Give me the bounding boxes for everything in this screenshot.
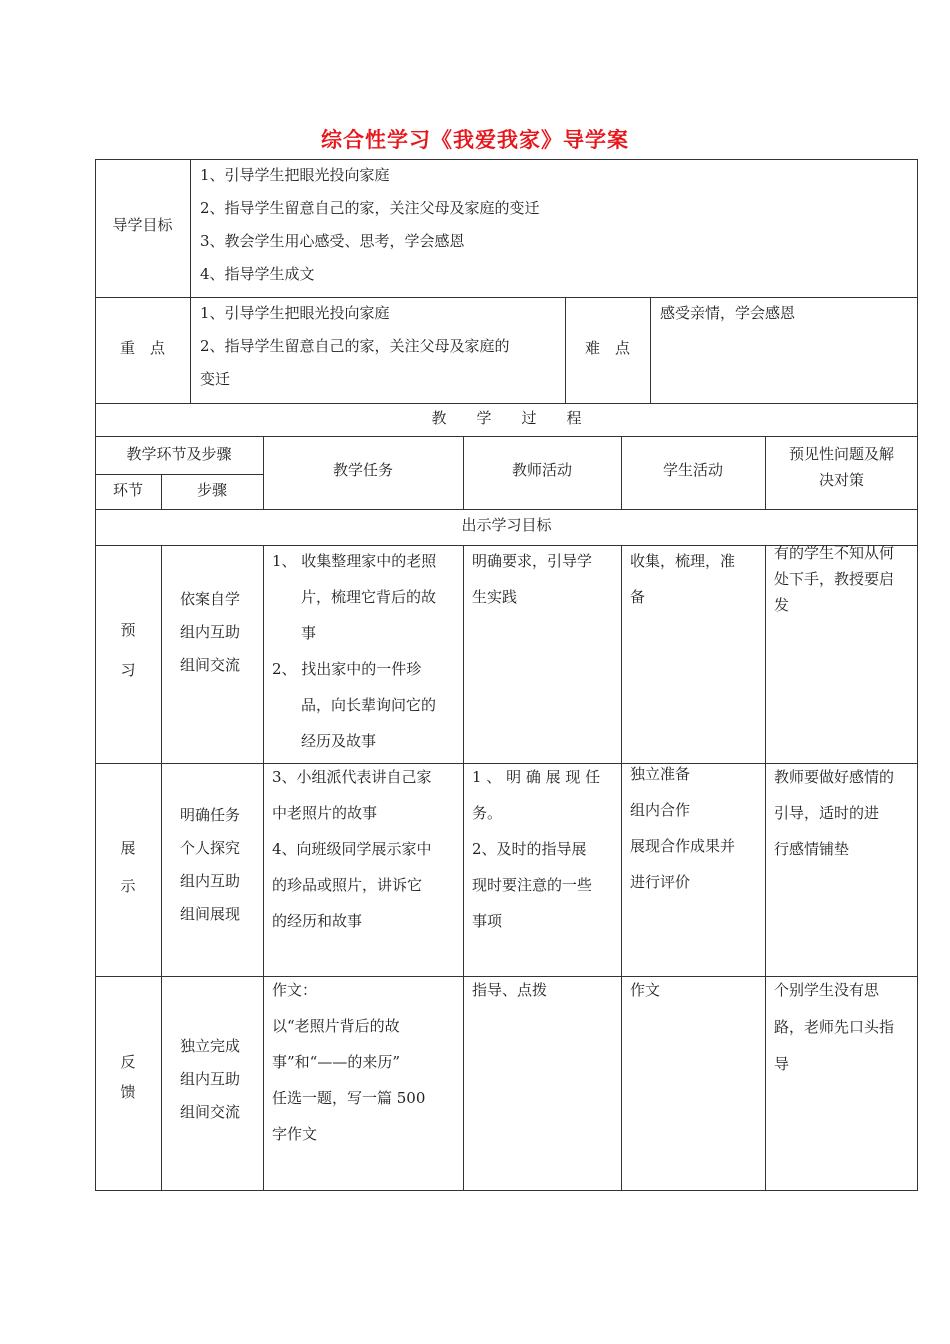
student-display bbox=[630, 756, 762, 900]
goal-item: 3、教会学生用心感受、思考，学会感恩 bbox=[200, 232, 465, 250]
steps-preview bbox=[180, 583, 260, 682]
task-line: 片，梳理它背后的故 bbox=[301, 588, 437, 606]
task-line: 品，向长辈询问它的 bbox=[301, 696, 437, 714]
step-item: 组内互助 bbox=[180, 872, 241, 890]
task-line: 事 bbox=[301, 624, 317, 642]
problem-line: 引导，适时的进 bbox=[774, 804, 880, 822]
key-item: 2、指导学生留意自己的家，关注父母及家庭的 bbox=[200, 337, 510, 355]
problems-feedback bbox=[774, 972, 914, 1083]
task-line: 事”和“——的来历” bbox=[272, 1053, 401, 1071]
problem-line: 教师要做好感情的 bbox=[774, 768, 895, 786]
goals-label: 导学目标 bbox=[112, 216, 173, 234]
goal-item: 2、指导学生留意自己的家，关注父母及家庭的变迁 bbox=[200, 199, 540, 217]
table-rule bbox=[95, 436, 918, 437]
task-line: 任选一题，写一篇 500 bbox=[272, 1089, 426, 1107]
header-problems bbox=[765, 441, 918, 493]
teacher-preview bbox=[472, 543, 617, 615]
step-item: 组间交流 bbox=[180, 656, 241, 674]
task-line: 中老照片的故事 bbox=[272, 804, 378, 822]
student-feedback bbox=[630, 972, 760, 1008]
teacher-line: 2、及时的指导展 bbox=[472, 840, 587, 858]
goals-list bbox=[200, 159, 900, 291]
teacher-line: 事项 bbox=[472, 912, 503, 930]
teacher-line: 务。 bbox=[472, 804, 503, 822]
teacher-feedback bbox=[472, 972, 617, 1008]
teacher-line: 现时要注意的一些 bbox=[472, 876, 593, 894]
task-display bbox=[272, 759, 456, 939]
task-line: 经历及故事 bbox=[301, 732, 377, 750]
teacher-display bbox=[472, 759, 617, 939]
step-item: 依案自学 bbox=[180, 590, 241, 608]
step-item: 个人探究 bbox=[180, 839, 241, 857]
problem-line: 行感情铺垫 bbox=[774, 840, 850, 858]
teacher-line: 1 、 明 确 展 现 任 bbox=[472, 768, 601, 786]
problem-line: 导 bbox=[774, 1055, 790, 1073]
stage-char: 馈 bbox=[120, 1083, 136, 1101]
task-line: 1、 收集整理家中的老照 bbox=[272, 552, 437, 570]
task-line: 字作文 bbox=[272, 1125, 318, 1143]
task-preview bbox=[272, 543, 456, 759]
task-feedback bbox=[272, 972, 456, 1152]
header-stage: 环节 bbox=[112, 481, 143, 499]
header-task: 教学任务 bbox=[332, 461, 393, 479]
step-item: 组间展现 bbox=[180, 905, 241, 923]
student-line: 进行评价 bbox=[630, 873, 691, 891]
stage-preview bbox=[95, 610, 161, 690]
table-rule bbox=[161, 545, 162, 1191]
task-line: 的珍品或照片，讲诉它 bbox=[272, 876, 423, 894]
task-line: 以“老照片背后的故 bbox=[272, 1017, 400, 1035]
problem-line: 个别学生没有思 bbox=[774, 981, 880, 999]
table-rule bbox=[765, 545, 766, 1191]
table-rule bbox=[463, 545, 464, 1191]
problems-preview bbox=[774, 540, 914, 618]
student-preview bbox=[630, 543, 760, 615]
task-line: 4、向班级同学展示家中 bbox=[272, 840, 432, 858]
table-rule bbox=[190, 159, 191, 403]
header-step: 步骤 bbox=[196, 481, 227, 499]
student-line: 备 bbox=[630, 588, 646, 606]
student-line: 作文 bbox=[630, 981, 661, 999]
header-problems-line: 决对策 bbox=[818, 471, 864, 489]
header-steps-group: 教学环节及步骤 bbox=[126, 445, 232, 463]
key-item: 变迁 bbox=[200, 370, 231, 388]
step-item: 组内互助 bbox=[180, 1070, 241, 1088]
teacher-line: 生实践 bbox=[472, 588, 518, 606]
step-item: 明确任务 bbox=[180, 806, 241, 824]
table-rule bbox=[621, 545, 622, 1191]
page-title: 综合性学习《我爱我家》导学案 bbox=[321, 127, 629, 152]
steps-display bbox=[180, 799, 260, 931]
step-item: 独立完成 bbox=[180, 1037, 241, 1055]
process-title: 教 学 过 程 bbox=[431, 409, 582, 427]
task-line: 3、小组派代表讲自己家 bbox=[272, 768, 432, 786]
key-item: 1、引导学生把眼光投向家庭 bbox=[200, 304, 390, 322]
stage-char: 预 bbox=[120, 621, 136, 639]
key-label: 重 点 bbox=[119, 339, 165, 357]
stage-char: 习 bbox=[120, 661, 136, 679]
problem-line: 有的学生不知从何 bbox=[774, 544, 895, 562]
header-problems-line: 预见性问题及解 bbox=[788, 445, 894, 463]
stage-char: 示 bbox=[120, 877, 136, 895]
problem-line: 处下手，教授要启 bbox=[774, 570, 895, 588]
student-line: 独立准备 bbox=[630, 765, 691, 783]
key-list bbox=[200, 297, 560, 396]
goal-item: 1、引导学生把眼光投向家庭 bbox=[200, 166, 390, 184]
objective-row: 出示学习目标 bbox=[461, 516, 552, 534]
student-line: 组内合作 bbox=[630, 801, 691, 819]
table-rule bbox=[650, 297, 651, 403]
task-line: 的经历和故事 bbox=[272, 912, 363, 930]
teacher-line: 指导、点拨 bbox=[472, 981, 548, 999]
goal-item: 4、指导学生成文 bbox=[200, 265, 315, 283]
header-student: 学生活动 bbox=[662, 461, 723, 479]
problem-line: 路，老师先口头指 bbox=[774, 1018, 895, 1036]
stage-char: 展 bbox=[120, 839, 136, 857]
step-item: 组内互助 bbox=[180, 623, 241, 641]
task-line: 作文： bbox=[272, 981, 318, 999]
step-item: 组间交流 bbox=[180, 1103, 241, 1121]
task-line: 2、 找出家中的一件珍 bbox=[272, 660, 422, 678]
header-teacher: 教师活动 bbox=[511, 461, 572, 479]
steps-feedback bbox=[180, 1030, 260, 1129]
table-rule bbox=[263, 545, 264, 1191]
stage-feedback bbox=[95, 1047, 161, 1107]
problem-line: 发 bbox=[774, 596, 790, 614]
stage-char: 反 bbox=[120, 1053, 136, 1071]
student-line: 展现合作成果并 bbox=[630, 837, 736, 855]
problems-display bbox=[774, 759, 914, 867]
difficulty-text: 感受亲情，学会感恩 bbox=[660, 304, 796, 322]
stage-display bbox=[95, 829, 161, 905]
teacher-line: 明确要求，引导学 bbox=[472, 552, 593, 570]
student-line: 收集，梳理，准 bbox=[630, 552, 736, 570]
difficulty-label: 难 点 bbox=[584, 339, 630, 357]
